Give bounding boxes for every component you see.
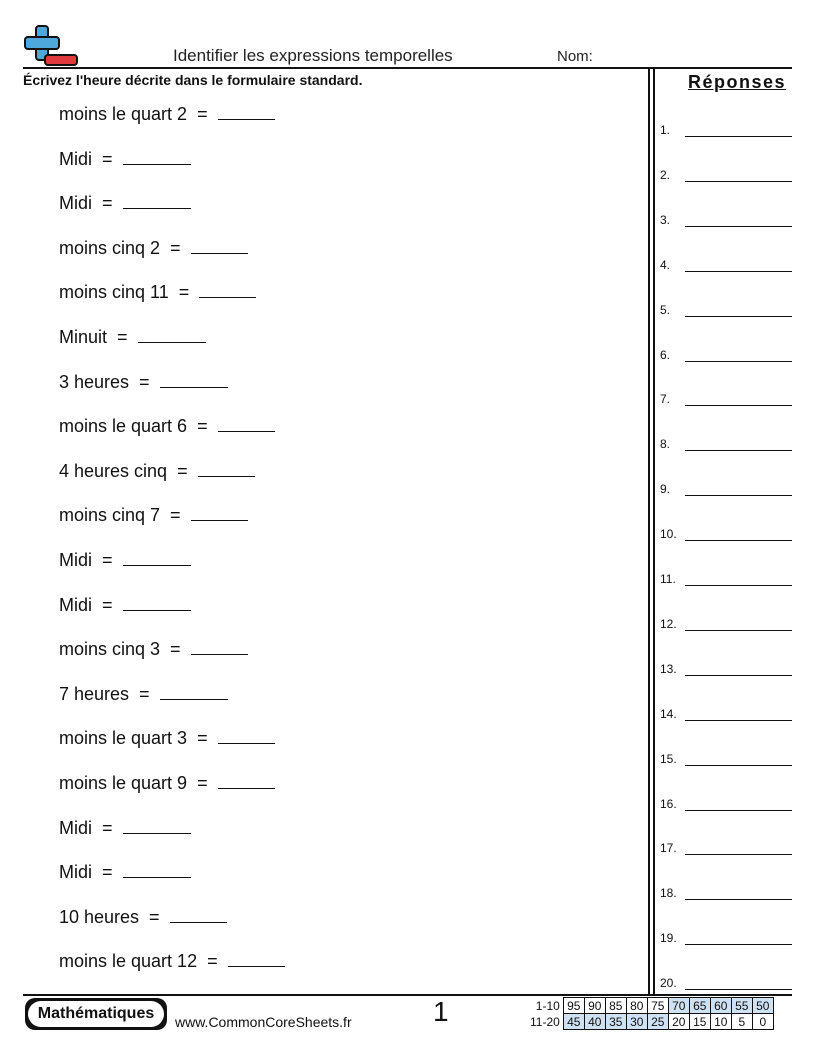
score-cell: 65 [689,998,710,1014]
score-cell: 40 [584,1014,605,1030]
question-item [0,279,640,309]
answer-blank[interactable] [123,547,191,566]
answer-number: 15. [660,751,677,766]
question-text: moins le quart 9 = [59,773,208,793]
question-item [0,324,640,354]
score-cell: 60 [710,998,731,1014]
answer-field[interactable] [685,405,792,406]
question-item [0,592,640,622]
answer-number: 2. [660,167,671,182]
score-cell: 0 [752,1014,773,1030]
score-row [528,1014,773,1030]
answer-line [660,303,792,323]
page-number: 1 [433,996,449,1027]
answer-field[interactable] [685,450,792,451]
question-text: 7 heures = [59,683,150,704]
worksheet-title: Identifier les expressions temporelles [173,46,453,65]
answer-line [660,662,792,682]
answer-number: 5. [660,302,671,317]
question-text: 3 heures = [59,371,150,392]
answer-field[interactable] [685,271,792,272]
score-cell: 50 [752,998,773,1014]
answer-line [660,482,792,502]
answer-blank[interactable] [191,235,248,254]
answer-blank[interactable] [191,502,248,521]
answer-number: 11. [660,572,676,586]
question-text: moins cinq 3 = [59,639,181,660]
answer-blank[interactable] [199,279,256,298]
answer-blank[interactable] [170,904,227,923]
score-cell: 85 [605,998,626,1014]
answer-field[interactable] [685,765,792,766]
logo-plus-minus-icon [23,24,79,68]
subject-badge-label: Mathématiques [28,1001,164,1027]
score-cell: 25 [647,1014,668,1030]
question-item [0,859,640,889]
answer-line [660,707,792,727]
column-divider [653,69,655,995]
answer-line [660,123,792,143]
answer-field[interactable] [685,944,792,945]
answer-field[interactable] [685,720,792,721]
answer-number: 19. [660,931,677,946]
subject-badge [25,998,167,1030]
bottom-rule [23,994,792,996]
answer-blank[interactable] [191,636,248,655]
answer-number: 3. [660,212,671,227]
answer-number: 20. [660,976,677,991]
score-row-label: 11-20 [530,1014,560,1029]
answer-number: 1. [660,123,671,137]
question-text: Midi = [59,148,113,169]
instructions: Écrivez l'heure décrite dans le formulaire standard. [23,72,363,88]
answers-title: Réponses [688,72,787,92]
question-text: moins cinq 11 = [59,282,190,303]
answer-field[interactable] [685,181,792,182]
question-item [0,235,640,265]
column-divider [648,69,650,995]
answer-blank[interactable] [228,948,285,967]
score-row-label: 1-10 [535,998,560,1013]
answer-blank[interactable] [160,681,228,700]
score-cell: 90 [584,998,605,1014]
answer-blank[interactable] [138,324,206,343]
answer-number: 4. [660,257,671,272]
score-cell: 20 [668,1014,689,1030]
question-item [0,502,640,532]
score-cell: 15 [689,1014,710,1030]
question-text: Midi = [59,193,113,214]
answer-blank[interactable] [123,859,191,878]
question-item [0,458,640,488]
question-text: moins cinq 2 = [59,237,181,258]
answer-blank[interactable] [218,413,275,432]
question-item [0,904,640,934]
answer-line [660,886,792,906]
answer-line [660,572,792,592]
answer-number: 13. [660,661,677,676]
question-item [0,413,640,443]
question-text: moins cinq 7 = [59,505,181,526]
answer-line [660,258,792,278]
question-item [0,681,640,711]
question-item [0,547,640,577]
site-url: www.CommonCoreSheets.fr [175,1014,352,1030]
question-item [0,146,640,176]
score-cell: 80 [626,998,647,1014]
answer-line [660,392,792,412]
question-item [0,725,640,755]
answer-blank[interactable] [218,725,275,744]
answer-blank[interactable] [123,146,191,165]
answer-field[interactable] [685,136,792,137]
score-cell: 95 [563,998,584,1014]
question-text: Minuit = [59,327,128,347]
score-cell: 70 [668,998,689,1014]
answer-field[interactable] [685,854,792,855]
answer-line [660,168,792,188]
question-text: moins le quart 12 = [59,951,218,972]
question-item [0,948,640,978]
score-row [528,998,773,1014]
name-label: Nom: [557,48,593,65]
question-item [0,190,640,220]
answer-line [660,348,792,368]
top-rule [23,67,792,69]
answer-blank[interactable] [198,458,255,477]
answer-blank[interactable] [123,190,191,209]
answer-field[interactable] [685,540,792,541]
score-cell: 30 [626,1014,647,1030]
answer-line [660,752,792,772]
question-text: Midi = [59,550,113,570]
question-item [0,815,640,845]
answer-line [660,527,792,547]
score-cell: 35 [605,1014,626,1030]
answer-field[interactable] [685,675,792,676]
question-text: 10 heures = [59,906,160,927]
answer-field[interactable] [685,316,792,317]
answer-number: 6. [660,347,671,362]
answer-line [660,797,792,817]
answer-field[interactable] [685,495,792,496]
answer-field[interactable] [685,226,792,227]
answer-line [660,931,792,951]
answer-number: 14. [660,706,677,721]
question-item [0,770,640,800]
score-cell: 5 [731,1014,752,1030]
question-text: Midi = [59,817,113,838]
answer-blank[interactable] [160,369,228,388]
answer-blank[interactable] [218,101,275,120]
question-text: 4 heures cinq = [59,460,188,481]
answer-blank[interactable] [218,770,275,789]
score-table [528,997,774,1030]
answer-number: 8. [660,437,671,452]
answer-blank[interactable] [123,815,191,834]
answer-number: 7. [660,392,671,407]
answer-field[interactable] [685,989,792,990]
question-text: Midi = [59,594,113,615]
answer-blank[interactable] [123,592,191,611]
answer-number: 10. [660,527,677,542]
question-text: moins le quart 3 = [59,728,208,749]
answer-field[interactable] [685,585,792,586]
answer-field[interactable] [685,630,792,631]
answer-field[interactable] [685,810,792,811]
question-item [0,369,640,399]
question-item [0,101,640,131]
score-cell: 45 [563,1014,584,1030]
answer-line [660,213,792,233]
score-cell: 75 [647,998,668,1014]
answer-line [660,437,792,457]
answer-number: 18. [660,886,677,901]
answer-line [660,617,792,637]
score-cell: 10 [710,1014,731,1030]
answer-number: 17. [660,841,677,856]
question-text: moins le quart 2 = [59,104,208,124]
question-item [0,636,640,666]
answer-number: 9. [660,482,671,497]
answer-line [660,841,792,861]
score-cell: 55 [731,998,752,1014]
answer-field[interactable] [685,899,792,900]
question-text: moins le quart 6 = [59,416,208,437]
answer-number: 12. [660,616,677,631]
answer-number: 16. [660,796,677,811]
answer-field[interactable] [685,361,792,362]
question-text: Midi = [59,862,113,883]
